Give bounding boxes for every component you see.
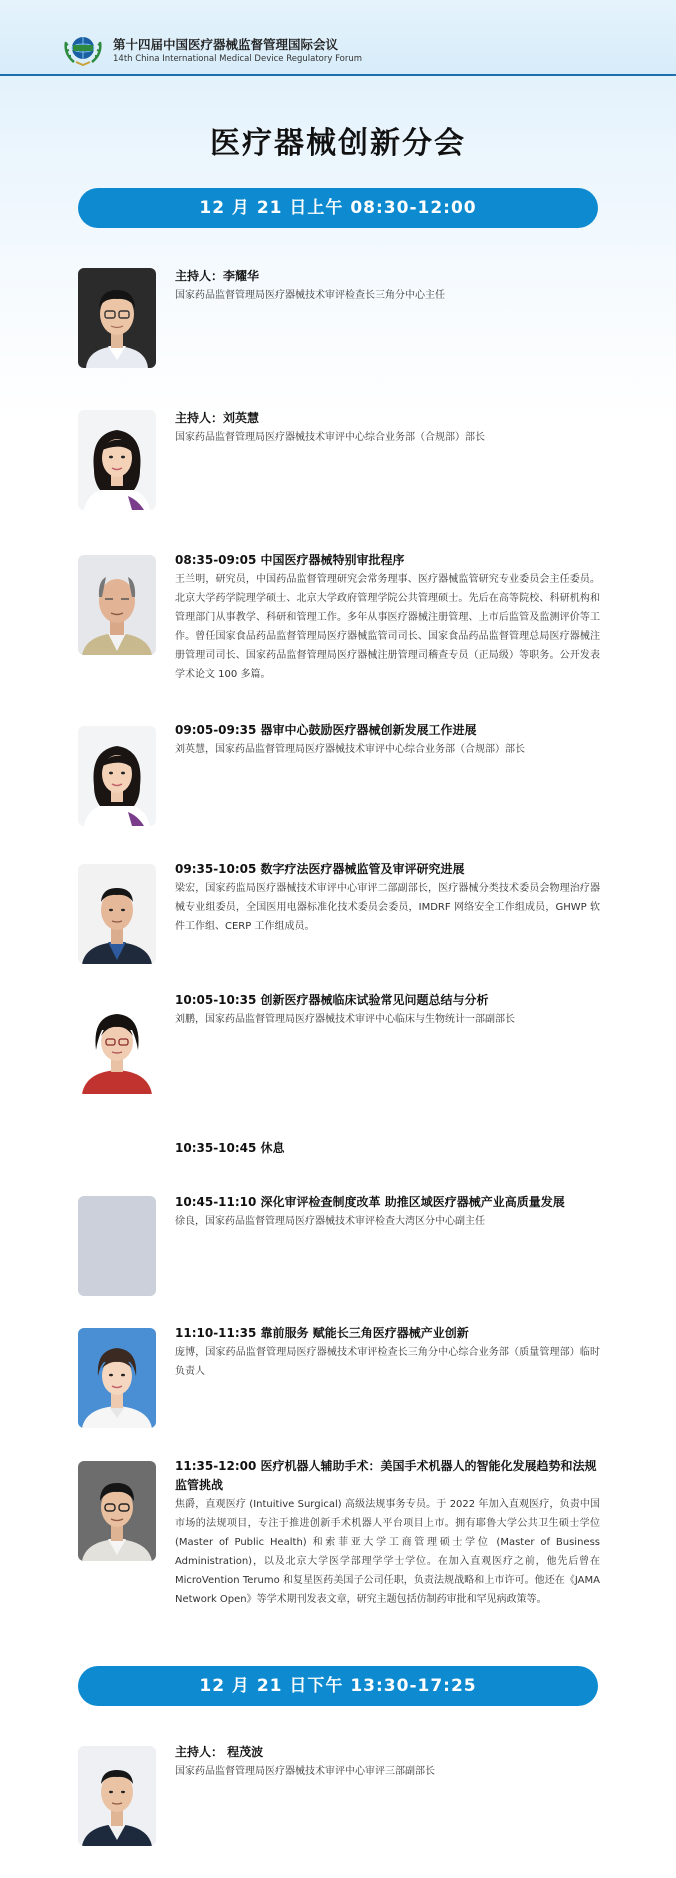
speaker-photo (78, 726, 156, 826)
break-label: 10:35-10:45 休息 (175, 1141, 285, 1155)
entry-description: 国家药品监督管理局医疗器械技术审评中心综合业务部（合规部）部长 (175, 432, 485, 443)
speaker-photo (78, 1328, 156, 1428)
speaker-photo (78, 864, 156, 964)
page-header (0, 0, 676, 76)
entry-heading: 10:05-10:35 创新医疗器械临床试验常见问题总结与分析 (175, 993, 489, 1007)
page-title: 医疗器械创新分会 (210, 126, 466, 161)
entry-description: 徐良，国家药品监督管理局医疗器械技术审评检查大湾区分中心副主任 (175, 1216, 485, 1227)
entry-description: 王兰明，研究员，中国药品监督管理研究会常务理事、医疗器械监管研究专业委员会主任委员。北京大学药学院理学硕士、北京大学政府管理学院公共管理硕士。先后在高等院校、科研机构和管理部门从事教学、科研和管理工作。多年从事医疗器械注册管理、上市后监管及监测评价等工作。曾任国家食品药品监督管理局医疗器械监管司司长、国家食品药品监督管理总局医疗器械注册管理司司长、国家药品监督管理局医疗器械注册管理司稽查专员（正局级）等职务。公开发表学术论文 100 多篇。 (175, 574, 600, 680)
entry-description: 国家药品监督管理局医疗器械技术审评中心审评三部副部长 (175, 1766, 435, 1777)
entry-heading: 09:35-10:05 数字疗法医疗器械监管及审评研究进展 (175, 862, 465, 876)
session-bar-morning: 12 月 21 日上午 08:30-12:00 (78, 188, 598, 228)
session-bar-afternoon: 12 月 21 日下午 13:30-17:25 (78, 1666, 598, 1706)
entry-description: 刘鹏，国家药品监督管理局医疗器械技术审评中心临床与生物统计一部副部长 (175, 1014, 515, 1025)
conference-title-en: 14th China International Medical Device Regulatory Forum (113, 54, 363, 64)
entry-description: 刘英慧，国家药品监督管理局医疗器械技术审评中心综合业务部（合规部）部长 (175, 744, 525, 755)
entry-heading: 主持人：刘英慧 (175, 411, 260, 425)
entry-heading: 主持人：李耀华 (175, 269, 260, 283)
conference-title-cn: 第十四届中国医疗器械监督管理国际会议 (113, 37, 339, 52)
entry-heading: 主持人： 程茂波 (175, 1745, 264, 1759)
speaker-photo (78, 555, 156, 655)
entry-description: 国家药品监督管理局医疗器械技术审评检查长三角分中心主任 (175, 290, 445, 301)
speaker-photo-placeholder (78, 1196, 156, 1296)
entry-description: 焦爵，直观医疗 (Intuitive Surgical) 高级法规事务专员。于 2022 年加入直观医疗，负责中国市场的法规项目，专注于推进创新手术机器人平台项目上市。拥有耶鲁大学公共卫生硕士学位 (Master of Public Health) 和索菲亚大学工商管理硕士学位 (Master of Business Administration)，以及北京大学医学部理学学士学位。在加入直观医疗之前，他先后曾在 MicroVention Terumo 和复星医药美国子公司任职，负责法规战略和上市许可。他还在《JAMA Network Open》等学术期刊发表文章，研究主题包括仿制药审批和罕见病政策等。 (175, 1499, 600, 1605)
speaker-photo (78, 994, 156, 1094)
speaker-photo (78, 1461, 156, 1561)
speaker-photo (78, 410, 156, 510)
entry-heading: 09:05-09:35 器审中心鼓励医疗器械创新发展工作进展 (175, 723, 477, 737)
speaker-photo (78, 1746, 156, 1846)
entry-heading: 11:35-12:00 医疗机器人辅助手术：美国手术机器人的智能化发展趋势和法规监管挑战 (175, 1459, 597, 1492)
speaker-photo (78, 268, 156, 368)
entry-heading: 10:45-11:10 深化审评检查制度改革 助推区域医疗器械产业高质量发展 (175, 1195, 565, 1209)
entry-description: 梁宏，国家药监局医疗器械技术审评中心审评二部副部长，医疗器械分类技术委员会物理治疗器械专业组委员，全国医用电器标准化技术委员会委员，IMDRF 网络安全工作组成员，GHWP 软件工作组、CERP 工作组成员。 (175, 883, 600, 932)
entry-heading: 11:10-11:35 靠前服务 赋能长三角医疗器械产业创新 (175, 1326, 469, 1340)
entry-heading: 08:35-09:05 中国医疗器械特别审批程序 (175, 553, 405, 567)
entry-description: 庞博，国家药品监督管理局医疗器械技术审评检查长三角分中心综合业务部（质量管理部）临时负责人 (175, 1347, 600, 1377)
forum-logo-icon (62, 32, 104, 66)
